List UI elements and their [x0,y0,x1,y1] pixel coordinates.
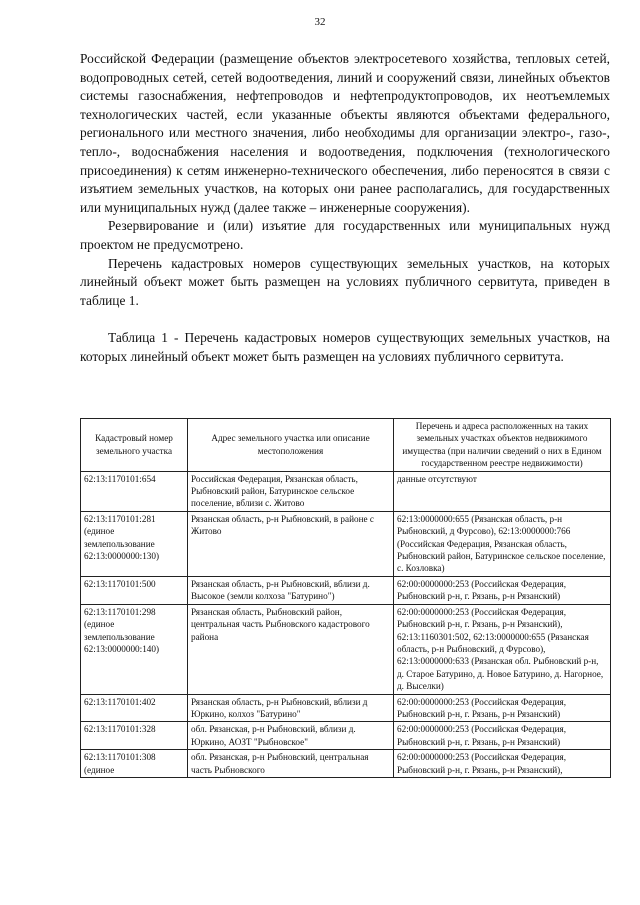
table-row [81,471,611,511]
cell-address: обл. Рязанская, р-н Рыбновский, вблизи д. Юркино, АОЗТ "Рыбновское" [188,722,394,750]
cell-address: Рязанская область, р-н Рыбновский, вблизи д. Высокое (земли колхоза "Батурино") [188,576,394,604]
paragraph: Перечень кадастровых номеров существующих земельных участков, на которых линейный объект может быть размещен на условиях публичного сервитута, приведен в таблице 1. [80,255,610,308]
header-objects: Перечень и адреса расположенных на таких земельных участках объектов недвижимого имущества (при наличии сведений о них в Едином государственном реестре недвижимости) [394,419,611,472]
cell-cadastral-number: 62:13:1170101:328 [81,722,188,750]
cell-cadastral-number: 62:13:1170101:402 [81,694,188,722]
cell-cadastral-number: 62:13:1170101:500 [81,576,188,604]
table-row [81,511,611,576]
cell-objects: 62:00:0000000:253 (Российская Федерация, Рыбновский р-н, г. Рязань, р-н Рязанский) [394,576,611,604]
cell-address: Рязанская область, р-н Рыбновский, в районе с Житово [188,511,394,576]
cell-cadastral-number: 62:13:1170101:654 [81,471,188,511]
table-row [81,576,611,604]
cell-objects: 62:00:0000000:253 (Российская Федерация, Рыбновский р-н, г. Рязань, р-н Рязанский), 62:13:1160301:502, 62:13:0000000:655 (Рязанская область, р-н Рыбновский, д Фурсово), 62:13:0000000:633 (Рязанская обл. Рыбновский р-н, д. Старое Батурино, д. Новое Батурино, д. Нагорное, д. Выселки) [394,604,611,694]
header-address: Адрес земельного участка или описание местоположения [188,419,394,472]
cadastral-table [80,418,611,778]
document-body [80,50,610,366]
table-row [81,722,611,750]
cell-objects: 62:00:0000000:253 (Российская Федерация, Рыбновский р-н, г. Рязань, р-н Рязанский) [394,722,611,750]
table-row [81,604,611,694]
cell-address: обл. Рязанская, р-н Рыбновский, центральная часть Рыбновского [188,750,394,778]
cell-cadastral-number: 62:13:1170101:281 (единое землепользование 62:13:0000000:130) [81,511,188,576]
table-row [81,750,611,778]
cell-objects: данные отсутствуют [394,471,611,511]
paragraph: Российской Федерации (размещение объектов электросетевого хозяйства, тепловых сетей, водопроводных сетей, сетей водоотведения, линий и сооружений связи, линейных объектов системы газоснабжения, нефтепроводов и нефтепродуктопроводов, их неотъемлемых технологических частей, если указанные объекты являются объектами федерального, регионального или местного значения, либо необходимы для организации электро-, газо-, тепло-, водоснабжения населения и водоотведения, подключения (технологического присоединения) к сетям инженерно-технического обеспечения, либо переносятся в связи с изъятием земельных участков, на которых они ранее располагались, для государственных или муниципальных нужд (далее также – инженерные сооружения). [80,51,610,215]
table-header-row [81,419,611,472]
paragraph: Резервирование и (или) изъятие для государственных или муниципальных нужд проектом не предусмотрено. [80,218,610,252]
page-number: 32 [314,16,326,28]
table-row [81,694,611,722]
cell-objects: 62:00:0000000:253 (Российская Федерация, Рыбновский р-н, г. Рязань, р-н Рязанский), [394,750,611,778]
cell-address: Российская Федерация, Рязанская область, Рыбновский район, Батуринское сельское поселение, вблизи с. Житово [188,471,394,511]
cell-address: Рязанская область, р-н Рыбновский, вблизи д Юркино, колхоз "Батурино" [188,694,394,722]
cell-address: Рязанская область, Рыбновский район, центральная часть Рыбновского кадастрового района [188,604,394,694]
cell-cadastral-number: 62:13:1170101:298 (единое землепользование 62:13:0000000:140) [81,604,188,694]
header-cadastral-number: Кадастровый номер земельного участка [81,419,188,472]
table-caption: Таблица 1 - Перечень кадастровых номеров существующих земельных участков, на которых линейный объект может быть размещен на условиях публичного сервитута. [80,329,610,364]
cell-objects: 62:13:0000000:655 (Рязанская область, р-н Рыбновский, д Фурсово), 62:13:0000000:766 (Российская Федерация, Рязанская область, Рыбновский район, Батуринское сельское поселение, с. Козловка) [394,511,611,576]
cell-cadastral-number: 62:13:1170101:308 (единое [81,750,188,778]
cell-objects: 62:00:0000000:253 (Российская Федерация, Рыбновский р-н, г. Рязань, р-н Рязанский) [394,694,611,722]
